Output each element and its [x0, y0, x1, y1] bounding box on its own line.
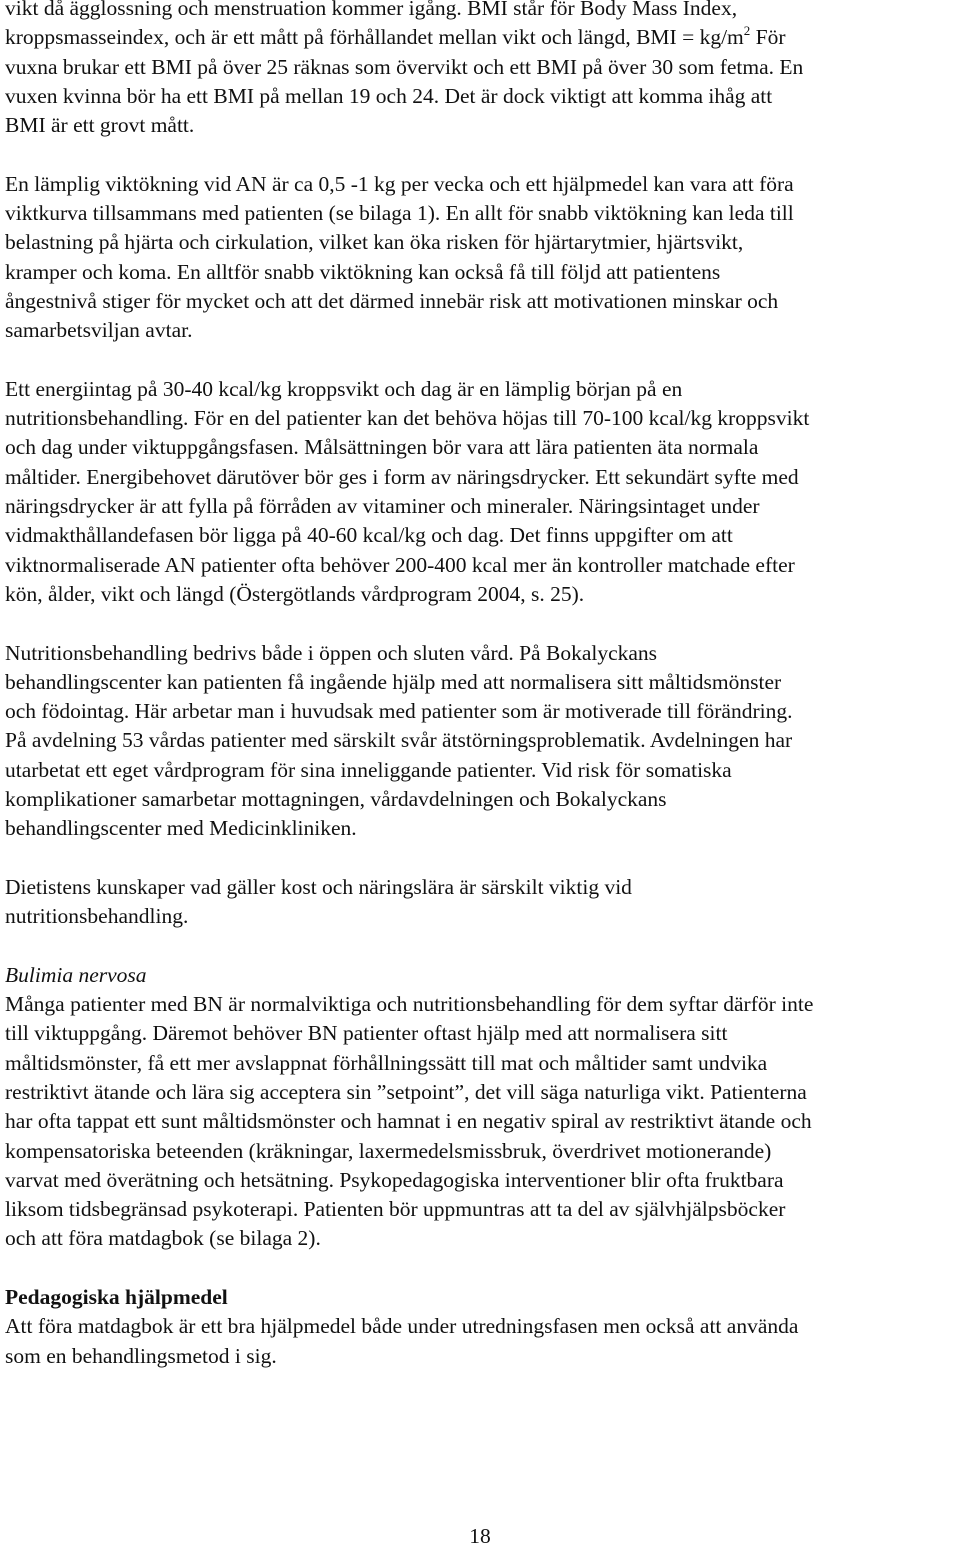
- text-line: nutritionsbehandling. För en del patienter kan det behöva höjas till 70-100 kcal/kg kroppsvikt: [5, 406, 810, 431]
- text-line: kompensatoriska beteenden (kräkningar, laxermedelsmissbruk, överdrivet motionerande): [5, 1138, 772, 1163]
- section-bulimia: [5, 961, 955, 1254]
- text-line: och dag under viktuppgångsfasen. Målsättningen bör vara att lära patienten äta normala: [5, 435, 759, 460]
- paragraph-gap: [5, 140, 955, 169]
- superscript: 2: [743, 23, 751, 39]
- text-line: Ett energiintag på 30-40 kcal/kg kroppsvikt och dag är en lämplig början på en: [5, 376, 683, 401]
- text-line: näringsdrycker är att fylla på förråden av vitaminer och mineraler. Näringsintaget under: [5, 494, 760, 519]
- text-line: samarbetsviljan avtar.: [5, 318, 193, 343]
- document-page: [5, 0, 955, 1371]
- paragraph-gap: [5, 609, 955, 638]
- text-line: måltider. Energibehovet därutöver bör ges i form av näringsdrycker. Ett sekundärt syfte med: [5, 464, 799, 489]
- text-line: vidmakthållandefasen bör ligga på 40-60 kcal/kg och dag. Det finns uppgifter om att: [5, 523, 733, 548]
- text-line: och att föra matdagbok (se bilaga 2).: [5, 1226, 321, 1251]
- paragraph-gap: [5, 844, 955, 873]
- text-line: komplikationer samarbetar mottagningen, vårdavdelningen och Bokalyckans: [5, 787, 667, 812]
- text-line: restriktivt ätande och lära sig acceptera sin ”setpoint”, det vill säga naturliga vikt. Patienterna: [5, 1079, 807, 1104]
- text-line: utarbetat ett eget vårdprogram för sina inneliggande patienter. Vid risk för somatiska: [5, 757, 732, 782]
- section-heading-pedagogiska: Pedagogiska hjälpmedel: [5, 1285, 228, 1310]
- paragraph-weight-gain: [5, 170, 955, 346]
- section-pedagogiska: [5, 1283, 955, 1371]
- text-line: Nutritionsbehandling bedrivs både i öppen och sluten vård. På Bokalyckans: [5, 640, 658, 665]
- text-line: viktkurva tillsammans med patienten (se bilaga 1). En allt för snabb viktökning kan leda till: [5, 201, 794, 226]
- text-line: liksom tidsbegränsad psykoterapi. Patienten bör uppmuntras att ta del av självhjälpsböcker: [5, 1197, 786, 1222]
- text-line: BMI är ett grovt mått.: [5, 113, 195, 138]
- paragraph-gap: [5, 932, 955, 961]
- text-line: vikt då ägglossning och menstruation kommer igång. BMI står för Body Mass Index,: [5, 0, 738, 20]
- text-line: belastning på hjärta och cirkulation, vilket kan öka risken för hjärtarytmier, hjärtsvikt,: [5, 230, 744, 255]
- text-line: Många patienter med BN är normalviktiga och nutritionsbehandling för dem syftar därför inte: [5, 992, 814, 1017]
- text-line: behandlingscenter kan patienten få ingående hjälp med att normalisera sitt måltidsmönster: [5, 669, 782, 694]
- paragraph-bmi: [5, 0, 955, 140]
- text-line: viktnormaliserade AN patienter ofta behöver 200-400 kcal mer än kontroller matchade efter: [5, 552, 795, 577]
- text-line: kön, ålder, vikt och längd (Östergötlands vårdprogram 2004, s. 25).: [5, 581, 585, 606]
- paragraph-gap: [5, 346, 955, 375]
- text-line: och födointag. Här arbetar man i huvudsak med patienter som är motiverade till förändring.: [5, 699, 793, 724]
- text-line: ångestnivå stiger för mycket och att det därmed innebär risk att motivationen minskar och: [5, 288, 779, 313]
- text-line: [5, 23, 955, 52]
- text-line: har ofta tappat ett sunt måltidsmönster och hamnat i en negativ spiral av restriktivt ätande och: [5, 1109, 812, 1134]
- section-heading-bulimia: Bulimia nervosa: [5, 962, 147, 987]
- paragraph-dietitian: [5, 873, 955, 932]
- text-line: vuxen kvinna bör ha ett BMI på mellan 19 och 24. Det är dock viktigt att komma ihåg att: [5, 83, 773, 108]
- text-segment: För: [750, 25, 786, 50]
- paragraph-gap: [5, 1254, 955, 1283]
- text-line: vuxna brukar ett BMI på över 25 räknas som övervikt och ett BMI på över 30 som fetma. En: [5, 54, 804, 79]
- text-line: En lämplig viktökning vid AN är ca 0,5 -1 kg per vecka och ett hjälpmedel kan vara att föra: [5, 171, 794, 196]
- text-line: behandlingscenter med Medicinkliniken.: [5, 816, 357, 841]
- text-segment: kroppsmasseindex, och är ett mått på förhållandet mellan vikt och längd, BMI = kg/m: [5, 25, 744, 50]
- text-line: Dietistens kunskaper vad gäller kost och näringslära är särskilt viktig vid: [5, 874, 632, 899]
- text-line: nutritionsbehandling.: [5, 904, 189, 929]
- text-line: varvat med överätning och hetsätning. Psykopedagogiska interventioner blir ofta fruktbara: [5, 1167, 784, 1192]
- page-number: 18: [469, 1524, 491, 1548]
- text-line: Att föra matdagbok är ett bra hjälpmedel både under utredningsfasen men också att använda: [5, 1314, 799, 1339]
- paragraph-energy-intake: [5, 375, 955, 609]
- text-line: kramper och koma. En alltför snabb viktökning kan också få till följd att patientens: [5, 259, 721, 284]
- paragraph-nutrition-treatment: [5, 639, 955, 844]
- text-line: som en behandlingsmetod i sig.: [5, 1343, 277, 1368]
- text-line: måltidsmönster, få ett mer avslappnat förhållningssätt till mat och måltider samt undvika: [5, 1050, 768, 1075]
- text-line: till viktuppgång. Däremot behöver BN patienter oftast hjälp med att normalisera sitt: [5, 1021, 728, 1046]
- text-line: På avdelning 53 vårdas patienter med särskilt svår ätstörningsproblematik. Avdelningen har: [5, 728, 793, 753]
